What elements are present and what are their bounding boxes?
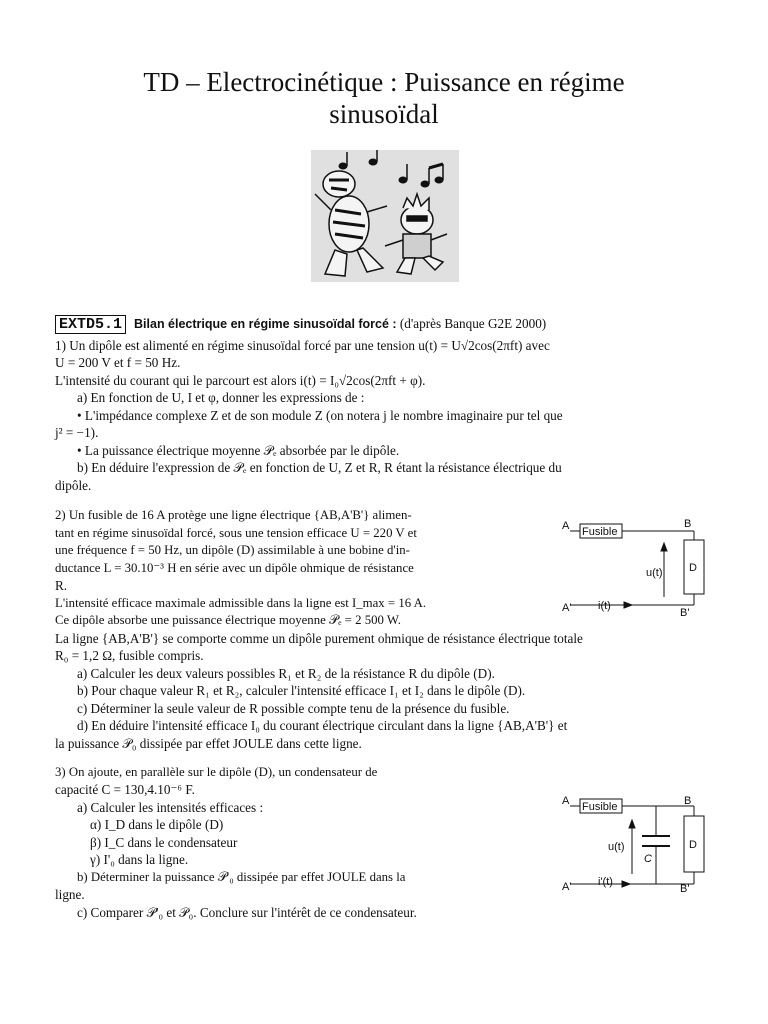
node-A-label: A (562, 795, 570, 807)
node-B-prime-label: B' (680, 607, 690, 619)
question-3a-alpha: α) I_D dans le dipôle (D) (90, 817, 224, 832)
question-3-line: capacité C = 130,4.10⁻⁶ F. (55, 782, 195, 797)
question-2-line: La ligne {AB,A'B'} se comporte comme un dipôle purement ohmique de résistance électrique totale (55, 631, 583, 646)
page-title (0, 66, 768, 130)
boy-figure (385, 194, 447, 274)
title-line-2: sinusoïdal (329, 99, 439, 129)
exercise-header (55, 315, 546, 334)
exercise-label: EXTD5.1 (55, 315, 126, 334)
question-3a: a) Calculer les intensités efficaces : (77, 800, 264, 815)
question-2-line: R. (55, 578, 68, 593)
question-3b: b) Déterminer la puissance 𝒫'₀ dissipée par effet JOULE dans la (77, 870, 406, 884)
question-2-line: L'intensité efficace maximale admissible dans la ligne est I_max = 16 A. (55, 596, 427, 610)
node-A-prime-label: A' (562, 881, 572, 893)
capacitor-label: C (644, 853, 652, 865)
question-3-line: 3) On ajoute, en parallèle sur le dipôle (D), un condensateur de (55, 765, 378, 779)
dipole-label: D (689, 562, 697, 574)
voltage-label: u(t) (608, 841, 625, 853)
node-A-label: A (562, 520, 570, 532)
question-2a: a) Calculer les deux valeurs possibles R₁ et R₂ de la résistance R du dipôle (D). (77, 666, 495, 681)
question-1b: dipôle. (55, 478, 92, 493)
question-2-line: une fréquence f = 50 Hz, un dipôle (D) assimilable à une bobine d'in- (55, 543, 410, 557)
question-3a-gamma: γ) I'₀ dans la ligne. (90, 852, 189, 867)
question-2-line: ductance L = 30.10⁻³ H en série avec un dipôle ohmique de résistance (55, 561, 414, 575)
question-2d: d) En déduire l'intensité efficace I₀ du courant électrique circulant dans la ligne {AB,A'B'} et (77, 718, 568, 733)
question-2-line: R₀ = 1,2 Ω, fusible compris. (55, 648, 204, 663)
question-2c: c) Déterminer la seule valeur de R possible compte tenu de la présence du fusible. (77, 701, 510, 716)
tiger-figure (315, 171, 387, 276)
question-1a-bullet: • La puissance électrique moyenne 𝒫ₑ absorbée par le dipôle. (77, 443, 400, 458)
dipole-label: D (689, 839, 697, 851)
node-B-prime-label: B' (680, 883, 690, 895)
node-A-prime-label: A' (562, 602, 572, 614)
node-B-label: B (684, 795, 692, 807)
fuse-label: Fusible (582, 526, 618, 538)
fuse-label: Fusible (582, 801, 618, 813)
question-1a-bullet: j² = −1). (55, 425, 99, 440)
question-1a-bullet: • L'impédance complexe Z et de son module Z (on notera j le nombre imaginaire pur tel que (77, 408, 563, 423)
voltage-label: u(t) (646, 567, 663, 579)
question-1-line: 1) Un dipôle est alimenté en régime sinusoïdal forcé par une tension u(t) = U√2cos(2πft) avec (55, 338, 550, 353)
current-label: i(t) (598, 600, 611, 612)
question-2b: b) Pour chaque valeur R₁ et R₂, calculer l'intensité efficace I₁ et I₂ dans le dipôle (D). (77, 683, 526, 698)
title-line-1: TD – Electrocinétique : Puissance en régime (143, 67, 625, 97)
exercise-source: (d'après Banque G2E 2000) (399, 316, 547, 331)
question-2-line: tant en régime sinusoïdal forcé, sous une tension efficace U = 220 V et (55, 526, 417, 540)
node-B-label: B (684, 518, 692, 530)
question-1-line: L'intensité du courant qui le parcourt est alors i(t) = I₀√2cos(2πft + φ). (55, 373, 426, 388)
question-1a: a) En fonction de U, I et φ, donner les expressions de : (77, 390, 365, 405)
question-2d: la puissance 𝒫₀ dissipée par effet JOULE dans cette ligne. (55, 736, 362, 751)
circuit-diagram-1 (558, 515, 718, 620)
question-3b: ligne. (55, 887, 85, 902)
question-2-line: Ce dipôle absorbe une puissance électrique moyenne 𝒫ₑ = 2 500 W. (55, 613, 401, 627)
exercise-heading: Bilan électrique en régime sinusoïdal forcé : (134, 317, 397, 331)
question-1b: b) En déduire l'expression de 𝒫ₑ en fonction de U, Z et R, R étant la résistance électrique du (77, 460, 562, 475)
question-2-line: 2) Un fusible de 16 A protège une ligne électrique {AB,A'B'} alimen- (55, 508, 412, 522)
question-3a-beta: β) I_C dans le condensateur (90, 835, 238, 850)
circuit-diagram-2 (558, 792, 718, 897)
question-3c: c) Comparer 𝒫'₀ et 𝒫₀. Conclure sur l'intérêt de ce condensateur. (77, 905, 417, 920)
cartoon-illustration (311, 150, 459, 282)
question-1-line: U = 200 V et f = 50 Hz. (55, 355, 181, 370)
current-label: i'(t) (598, 876, 613, 888)
